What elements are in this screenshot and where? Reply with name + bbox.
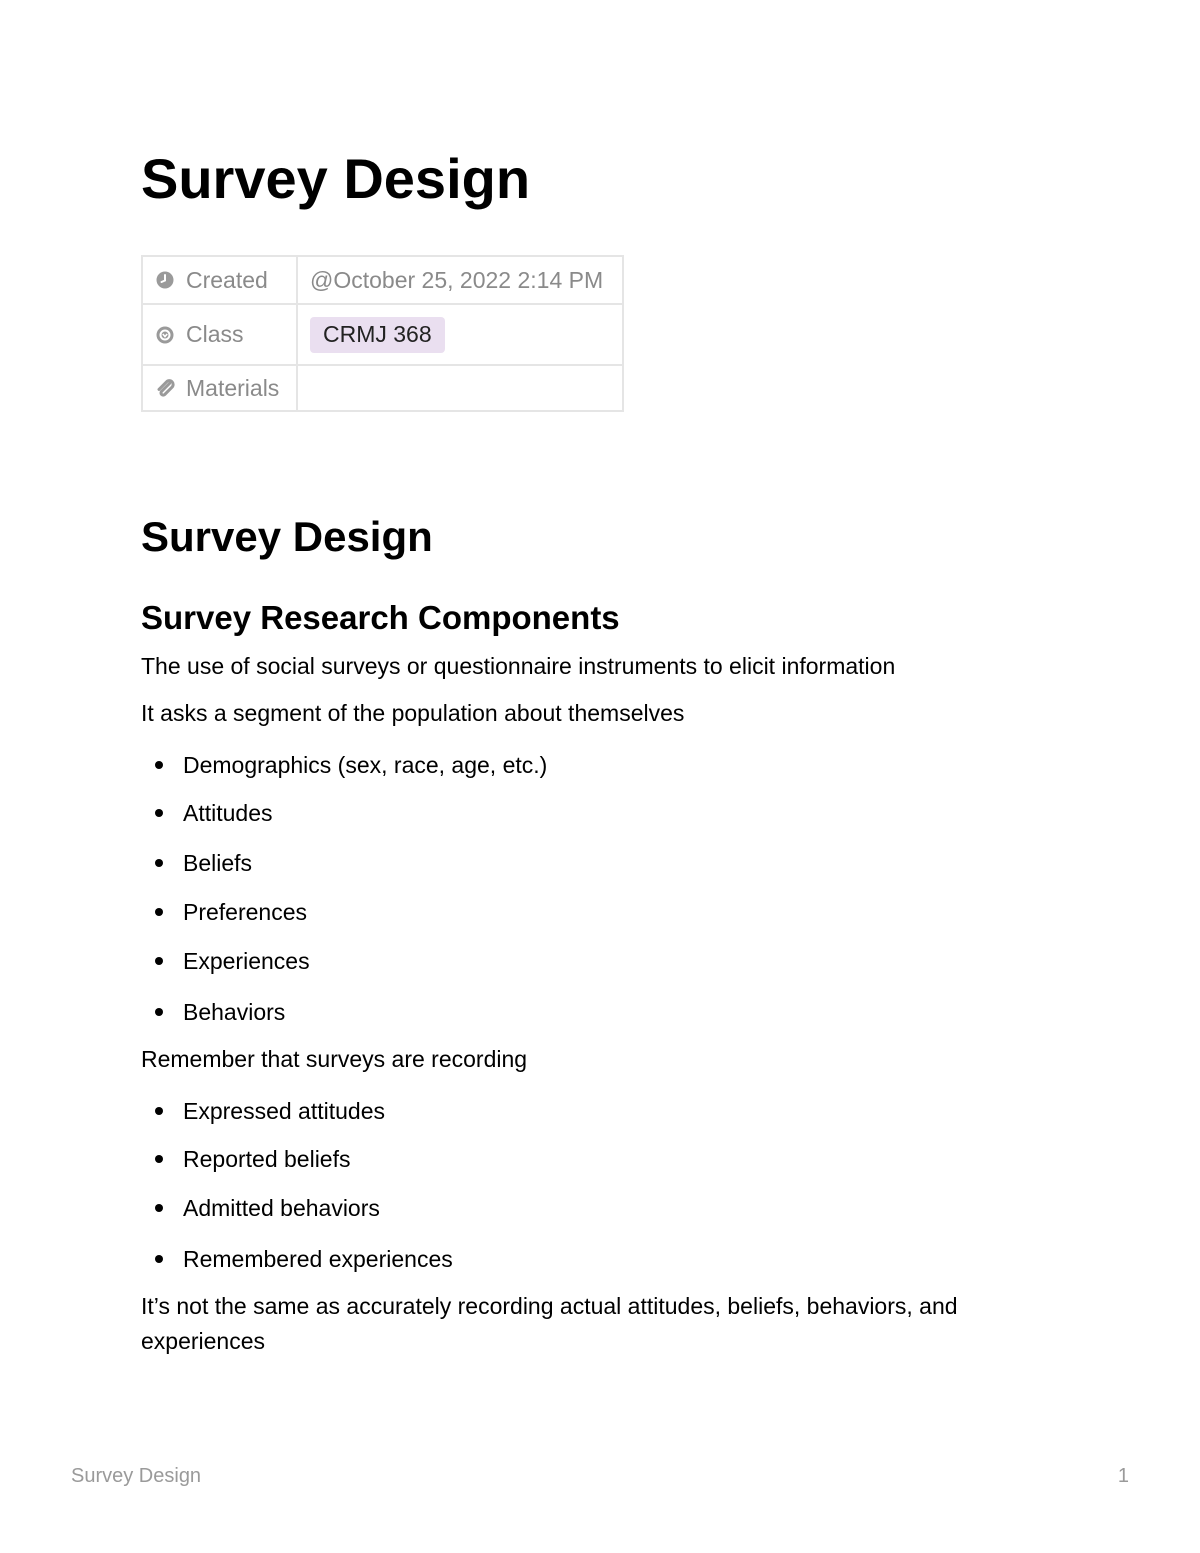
bullet-icon bbox=[155, 908, 163, 916]
bullet-icon bbox=[155, 1008, 163, 1016]
list-item: Reported beliefs bbox=[155, 1143, 351, 1175]
list-item: Experiences bbox=[155, 945, 310, 977]
paragraph-definition: The use of social surveys or questionnaire instruments to elicit information bbox=[141, 653, 896, 679]
property-row-materials bbox=[142, 365, 623, 411]
paperclip-icon bbox=[155, 378, 175, 398]
list-item: Demographics (sex, race, age, etc.) bbox=[155, 749, 547, 781]
property-value-created[interactable] bbox=[297, 256, 623, 304]
property-row-class bbox=[142, 304, 623, 365]
list-item: Preferences bbox=[155, 896, 307, 928]
bullet-icon bbox=[155, 1204, 163, 1212]
property-label-class: Class bbox=[186, 321, 244, 347]
paragraph-conclusion-line2: experiences bbox=[141, 1328, 266, 1354]
bullet-icon bbox=[155, 1155, 163, 1163]
class-tag[interactable]: CRMJ 368 bbox=[310, 317, 445, 353]
property-value-materials[interactable] bbox=[297, 365, 623, 411]
property-row-created bbox=[142, 256, 623, 304]
list-item: Remembered experiences bbox=[155, 1243, 453, 1275]
clock-icon bbox=[155, 270, 175, 290]
list-item: Attitudes bbox=[155, 797, 273, 829]
bullet-icon bbox=[155, 859, 163, 867]
property-key-class bbox=[142, 304, 297, 365]
paragraph-segment: It asks a segment of the population about themselves bbox=[141, 700, 685, 726]
list-item: Expressed attitudes bbox=[155, 1095, 385, 1127]
bullet-icon bbox=[155, 1107, 163, 1115]
bullet-icon bbox=[155, 1255, 163, 1263]
property-value-class[interactable] bbox=[297, 304, 623, 365]
footer-title: Survey Design bbox=[71, 1465, 202, 1487]
property-key-materials bbox=[142, 365, 297, 411]
page-title: Survey Design bbox=[141, 147, 531, 210]
subsection-heading: Survey Research Components bbox=[141, 599, 620, 636]
page-number: 1 bbox=[1117, 1465, 1129, 1487]
bullet-icon bbox=[155, 809, 163, 817]
bullet-icon bbox=[155, 957, 163, 965]
paragraph-conclusion-line1: It’s not the same as accurately recording actual attitudes, beliefs, behaviors, and bbox=[141, 1293, 958, 1319]
paragraph-recording: Remember that surveys are recording bbox=[141, 1046, 528, 1072]
property-label-created: Created bbox=[186, 266, 268, 293]
section-heading: Survey Design bbox=[141, 513, 433, 560]
list-item: Admitted behaviors bbox=[155, 1192, 380, 1224]
properties-table bbox=[141, 255, 624, 412]
created-date: @October 25, 2022 2:14 PM bbox=[310, 266, 604, 293]
list-item: Beliefs bbox=[155, 847, 252, 879]
property-label-materials: Materials bbox=[186, 374, 280, 401]
select-icon bbox=[155, 325, 175, 345]
list-item: Behaviors bbox=[155, 996, 285, 1028]
property-key-created bbox=[142, 256, 297, 304]
bullet-icon bbox=[155, 761, 163, 769]
